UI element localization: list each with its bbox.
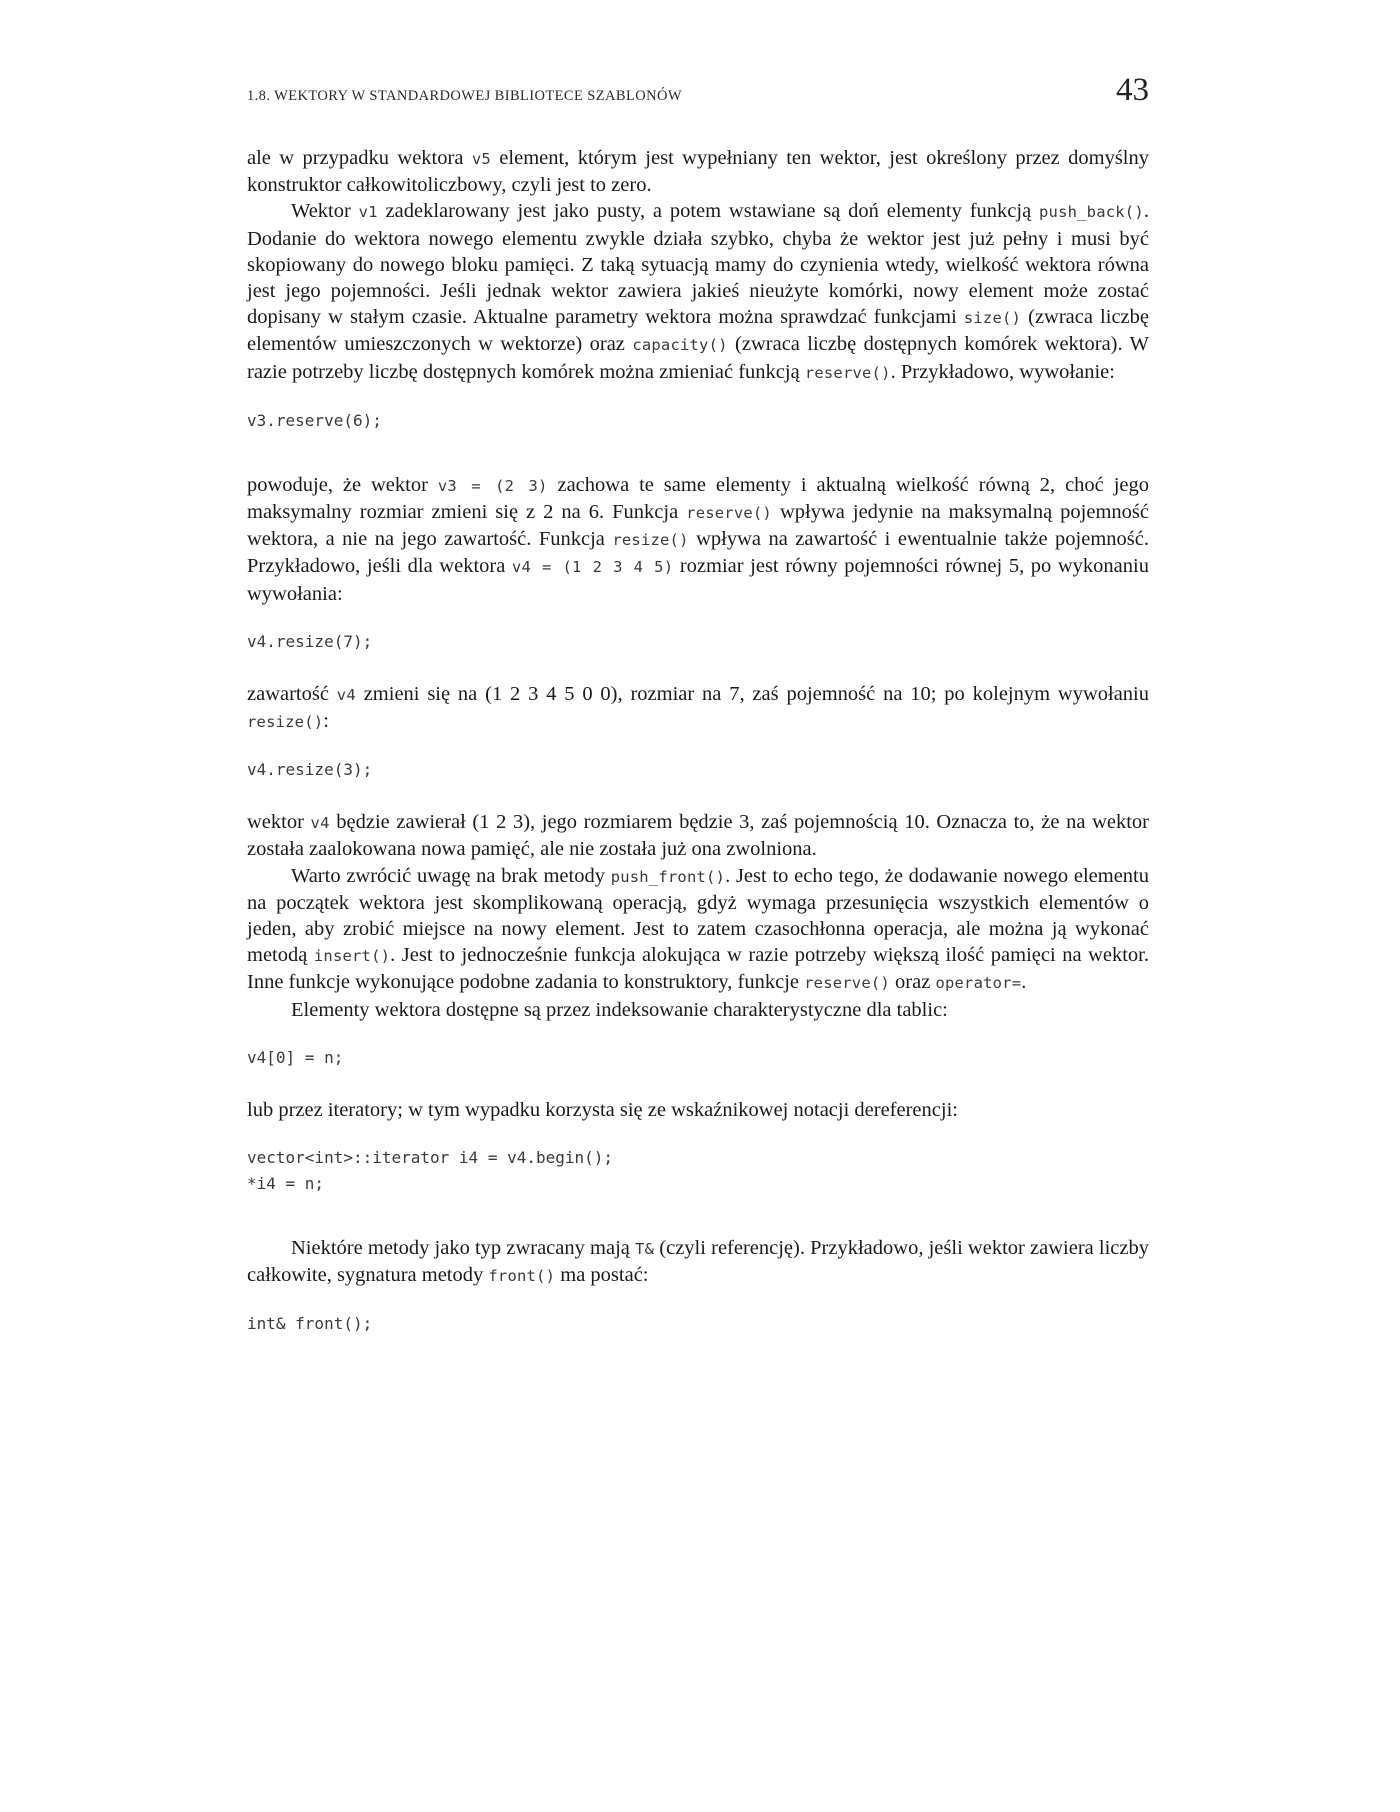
running-title: 1.8. WEKTORY W STANDARDOWEJ BIBLIOTECE SZABLONÓW [247,88,682,104]
paragraph-3 [247,472,1149,607]
paragraph-8 [247,1097,1149,1123]
text: wektor [247,811,311,834]
page-header [247,72,1149,109]
page-body [247,145,1149,1337]
text: ma postać: [555,1264,649,1287]
paragraph-4 [247,681,1149,735]
text: wpływa jedynie na maksymalną pojemność wektora, a nie na jego zawartość. Funkcja [247,501,1149,551]
inline-code: size() [963,309,1022,328]
text: wpływa na zawartość i ewentualnie także pojemność. Przykładowo, jeśli dla wektora [247,528,1150,578]
text: Elementy wektora dostępne są przez indeksowanie charakterystyczne dla tablic: [291,998,948,1021]
text: zmieni się na (1 2 3 4 5 0 0), rozmiar na 7, zaś pojemność na 10; po kolejnym wywołaniu [355,682,1149,705]
inline-code: v3 = (2 3) [437,476,548,495]
code-block-3: v4.resize(3); [247,760,373,780]
inline-code: v4 [310,814,330,833]
inline-code: T& [635,1240,655,1259]
text: . Jest to jednocześnie funkcja alokująca w razie potrzeby większą ilość pamięci na wektor. Inne funkcje wykonujące podobne zadania to konstruktory, funkcje [247,944,1149,994]
text: (czyli referencję). Przykładowo, jeśli wektor zawiera liczby całkowite, sygnatura metody [247,1237,1149,1287]
code-block-5-line-2: *i4 = n; [247,1174,325,1194]
text: . [1021,971,1027,994]
text: : [323,710,329,733]
text: ale w przypadku wektora [247,147,472,169]
text: Warto zwrócić uwagę na brak metody [291,864,611,887]
code-block-1: v3.reserve(6); [247,410,382,430]
inline-code: capacity() [632,336,728,355]
text: oraz [889,971,936,994]
inline-code: reserve() [686,504,772,523]
paragraph-5 [247,809,1149,862]
paragraph-7 [247,997,1149,1023]
code-block-4: v4[0] = n; [247,1047,344,1067]
text: Wektor [291,200,359,223]
text: lub przez iteratory; w tym wypadku korzysta się ze wskaźnikowej notacji dereferencji: [247,1098,958,1121]
inline-code: v4 = (1 2 3 4 5) [511,558,674,577]
text: element, którym jest wypełniany ten wektor, jest określony przez domyślny konstruktor całkowitoliczbowy, czyli jest to zero. [247,147,1150,197]
text: zachowa te same elementy i aktualną wielkość równą 2, choć jego maksymalny rozmiar zmieni się z 2 na 6. Funkcja [247,473,1149,524]
code-block-5-line-1: vector<int>::iterator i4 = v4.begin(); [247,1148,614,1168]
text: (zwraca liczbę elementów umieszczonych w wektorze) oraz [247,306,1149,356]
text: Niektóre metody jako typ zwracany mają [291,1237,636,1260]
text: będzie zawierał (1 2 3), jego rozmiarem będzie 3, zaś pojemnością 10. Oznacza to, że na wektor została zaalokowana nowa pamięć, ale nie została już ona zwolniona. [247,811,1149,861]
inline-code: resize() [247,713,324,732]
inline-code: operator= [935,974,1022,993]
text: zawartość [247,682,337,705]
inline-code: v1 [358,203,378,222]
text: zadeklarowany jest jako pusty, a potem wstawiane są doń elementy funkcją [377,200,1040,223]
inline-code: insert() [313,947,391,966]
code-block-6: int& front(); [247,1314,373,1334]
text: rozmiar jest równy pojemności równej 5, po wykonaniu wywołania: [247,555,1149,605]
inline-code: reserve() [804,974,890,993]
text: . Dodanie do wektora nowego elementu zwykle działa szybko, chyba że wektor jest już pełny i musi być skopiowany do nowego bloku pamięci. Z taką sytuacją mamy do czynienia wtedy, wielkość wektora równa jest jego pojemności. Jeśli jednak wektor zawiera jakieś nieużyte komórki, nowy element może zostać dopisany w stałym czasie. Aktualne parametry wektora można sprawdzać funkcjami [247,200,1149,329]
inline-code: push_back() [1039,203,1144,222]
inline-code: push_front() [610,867,726,886]
text: powoduje, że wektor [247,473,438,496]
inline-code: reserve() [804,363,891,382]
paragraph-9 [247,1235,1149,1289]
paragraph-2 [247,198,1149,385]
page-number: 43 [1116,72,1149,108]
text: (zwraca liczbę dostępnych komórek wektora). W razie potrzeby liczbę dostępnych komórek można zmieniać funkcją [247,333,1149,383]
paragraph-6 [247,863,1149,997]
inline-code: resize() [612,531,689,550]
inline-code: front() [488,1267,556,1286]
text: . Jest to echo tego, że dodawanie nowego elementu na początek wektora jest skomplikowaną operacją, gdyż wymaga przesunięcia wszystkich elementów o jeden, aby zrobić miejsce na nowy element. Jest to zatem czasochłonna operacja, ale można ją wykonać metodą [247,864,1150,967]
code-block-2: v4.resize(7); [247,631,373,651]
text: . Przykładowo, wywołanie: [890,360,1115,383]
inline-code: v5 [471,150,491,168]
paragraph-1 [247,145,1149,198]
inline-code: v4 [336,685,356,704]
